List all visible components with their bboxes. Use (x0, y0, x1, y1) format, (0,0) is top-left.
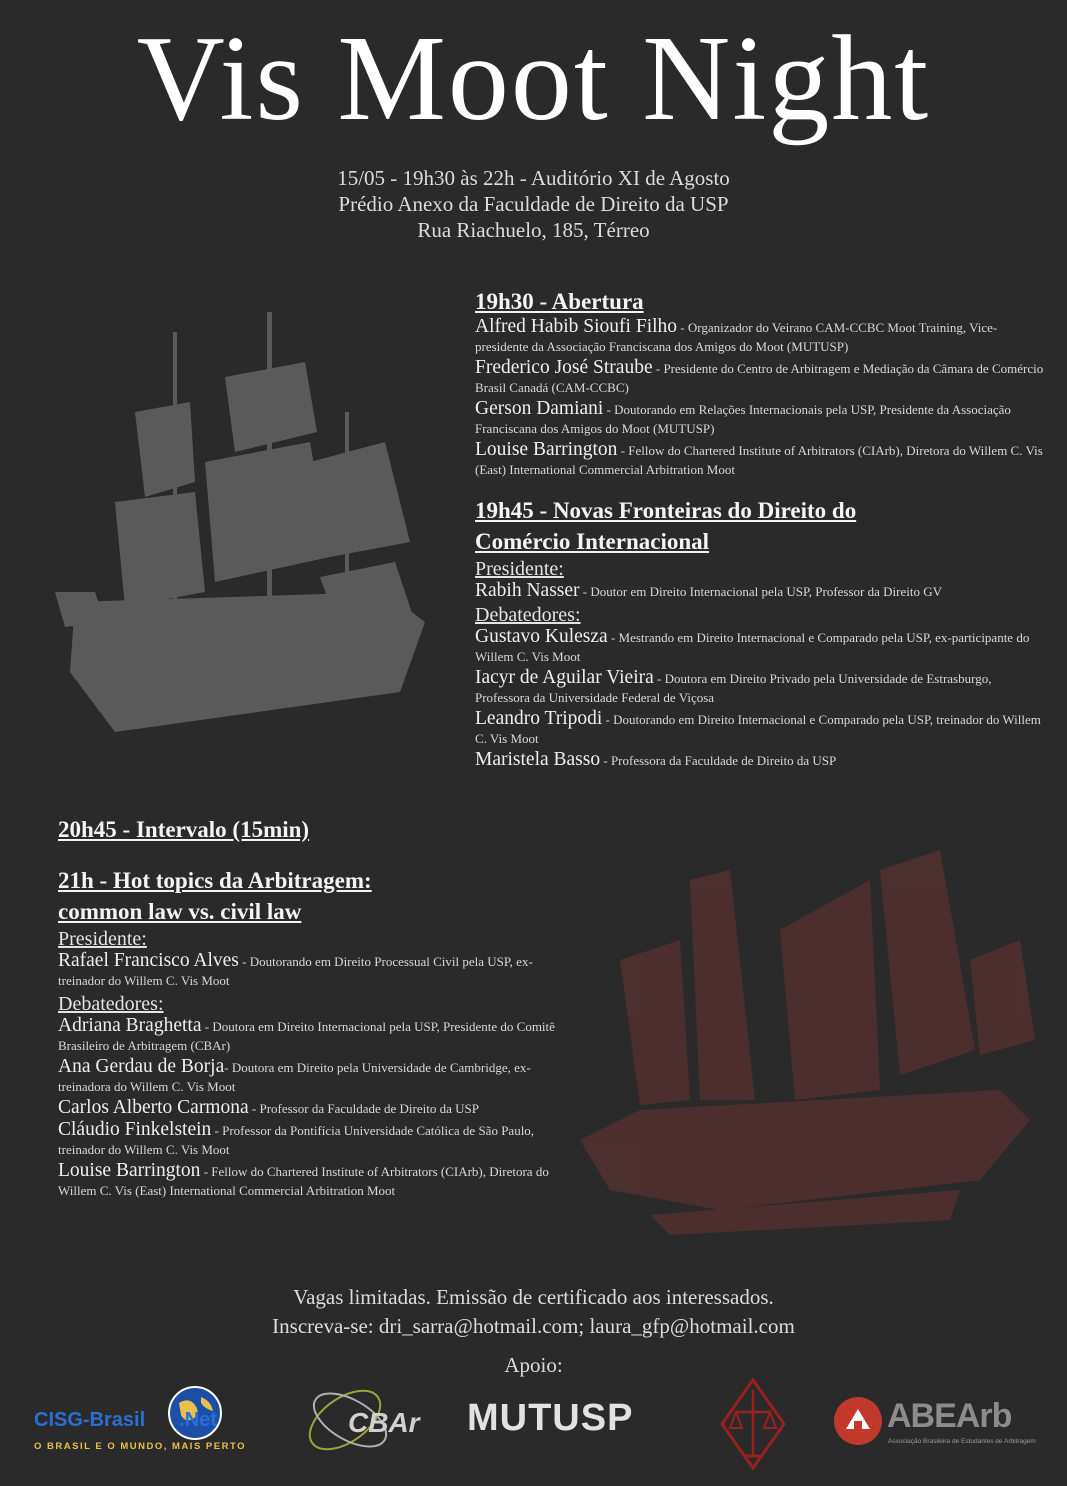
event-title: Vis Moot Night (136, 11, 931, 146)
speaker-description: - Mestrando em Direito Internacional e Comparado pela USP, ex-participante do Willem C. Vis Moot (475, 630, 1030, 664)
event-address: Rua Riachuelo, 185, Térreo (417, 218, 650, 242)
speaker-entry (58, 1057, 558, 1096)
speaker-description: - Professora da Faculdade de Direito da USP (600, 753, 837, 768)
abearb-logo (832, 1395, 1052, 1455)
speaker-description: - Organizador do Veirano CAM-CCBC Moot Training, Vice-presidente da Associação Franciscana dos Amigos do Moot (MUTUSP) (475, 320, 998, 354)
speaker-name: Gerson Damiani (475, 398, 604, 419)
speaker-description: - Doutorando em Direito Internacional e Comparado pela USP, treinador do Willem C. Vis Moot (475, 712, 1041, 746)
speaker-entry (58, 1098, 558, 1118)
speaker-entry (475, 358, 1045, 397)
speaker-name: Iacyr de Aguilar Vieira (475, 667, 654, 688)
speaker-name: Adriana Braghetta (58, 1015, 202, 1036)
sailing-ship-illustration (55, 292, 435, 752)
event-building: Prédio Anexo da Faculdade de Direito da USP (338, 192, 729, 216)
junk-ship-illustration (580, 840, 1040, 1260)
cisg-brasil-name: CISG-Brasil (34, 1409, 146, 1431)
speaker-description: - Fellow do Chartered Institute of Arbitrators (CIArb), Diretora do Willem C. Vis (East) International Commercial Arbitration Moot (475, 443, 1043, 477)
speaker-entry (58, 1120, 558, 1159)
speaker-name: Louise Barrington (58, 1160, 201, 1181)
speaker-name: Louise Barrington (475, 439, 618, 460)
session-heading-continued: common law vs. civil law (58, 899, 302, 924)
speaker-entry (475, 440, 1045, 479)
speaker-entry (475, 317, 1045, 356)
debaters-label: Debatedores: (475, 604, 581, 626)
abearb-wordmark: ABEArb (887, 1397, 1012, 1435)
speaker-name: Ana Gerdau de Borja (58, 1056, 225, 1077)
speaker-entry (475, 668, 1045, 707)
event-info (0, 165, 1067, 243)
program-right-column (475, 286, 1045, 772)
debaters-label: Debatedores: (58, 993, 164, 1015)
speaker-description: - Doutor em Direito Internacional pela USP, Professor da Direito GV (579, 584, 943, 599)
cbar-logo (300, 1375, 425, 1465)
president-label: Presidente: (58, 928, 147, 950)
speaker-entry (475, 581, 1045, 601)
scales-of-justice-diamond-icon (718, 1376, 788, 1472)
speaker-entry (475, 709, 1045, 748)
speaker-name: Gustavo Kulesza (475, 626, 608, 647)
registration-contact: Inscreva-se: dri_sarra@hotmail.com; laura_gfp@hotmail.com (272, 1314, 795, 1338)
session-heading: 19h45 - Novas Fronteiras do Direito do (475, 498, 857, 523)
support-label: Apoio: (504, 1353, 563, 1377)
speaker-name: Alfred Habib Sioufi Filho (475, 316, 678, 337)
speaker-name: Leandro Tripodi (475, 708, 603, 729)
abearb-tagline: Associação Brasileira de Estudantes de Arbitragem (888, 1438, 1036, 1445)
speaker-description: - Doutora em Direito pela Universidade de Cambridge, ex-treinadora do Willem C. Vis Moot (58, 1060, 531, 1094)
speaker-description: - Professor da Pontifícia Universidade Católica de São Paulo, treinador do Willem C. Vis Moot (58, 1123, 535, 1157)
speaker-name: Maristela Basso (475, 749, 601, 770)
speaker-description: - Doutorando em Relações Internacionais pela USP, Presidente da Associação Franciscana dos Amigos do Moot (MUTUSP) (475, 402, 1011, 436)
speaker-description: - Presidente do Centro de Arbitragem e Mediação da Câmara de Comércio Brasil Canadá (CAM-CCBC) (475, 361, 1044, 395)
speaker-description: - Professor da Faculdade de Direito da USP (248, 1101, 479, 1116)
program-left-column (58, 814, 558, 1202)
abearb-emblem-icon (832, 1395, 884, 1447)
speaker-description: - Doutorando em Direito Processual Civil pela USP, ex-treinador do Willem C. Vis Moot (58, 954, 533, 988)
speaker-entry (58, 1161, 558, 1200)
session-heading: 19h30 - Abertura (475, 289, 644, 314)
speaker-entry (475, 399, 1045, 438)
president-label: Presidente: (475, 558, 564, 580)
break-heading: 20h45 - Intervalo (15min) (58, 817, 310, 842)
speaker-entry (475, 750, 1045, 770)
footer-info (0, 1283, 1067, 1341)
speaker-entry (58, 1016, 558, 1055)
mutusp-logo: MUTUSP (467, 1397, 634, 1439)
session-heading: 21h - Hot topics da Arbitragem: (58, 868, 372, 893)
cisg-tagline: O BRASIL E O MUNDO, MAIS PERTO (34, 1441, 246, 1452)
event-date-time: 15/05 - 19h30 às 22h - Auditório XI de Agosto (337, 166, 730, 190)
speaker-name: Cláudio Finkelstein (58, 1119, 212, 1140)
speaker-entry (475, 627, 1045, 666)
session-heading-continued: Comércio Internacional (475, 529, 710, 554)
speaker-name: Carlos Alberto Carmona (58, 1097, 249, 1118)
cisg-net-suffix: .Net (179, 1409, 217, 1431)
speaker-description: - Doutora em Direito Internacional pela USP, Presidente do Comitê Brasileiro de Arbitragem (CBAr) (58, 1019, 555, 1053)
speaker-entry (58, 951, 558, 990)
cisg-brasil-logo (30, 1383, 270, 1463)
speaker-description: - Fellow do Chartered Institute of Arbitrators (CIArb), Diretora do Willem C. Vis (East) International Commercial Arbitration Moot (58, 1164, 549, 1198)
speaker-name: Rabih Nasser (475, 580, 580, 601)
limited-seats-note: Vagas limitadas. Emissão de certificado aos interessados. (293, 1285, 774, 1309)
speaker-description: - Doutora em Direito Privado pela Universidade de Estrasburgo, Professora da Universidade Federal de Viçosa (475, 671, 992, 705)
speaker-name: Frederico José Straube (475, 357, 653, 378)
speaker-name: Rafael Francisco Alves (58, 950, 239, 971)
cbar-wordmark: CBAr (348, 1407, 420, 1438)
